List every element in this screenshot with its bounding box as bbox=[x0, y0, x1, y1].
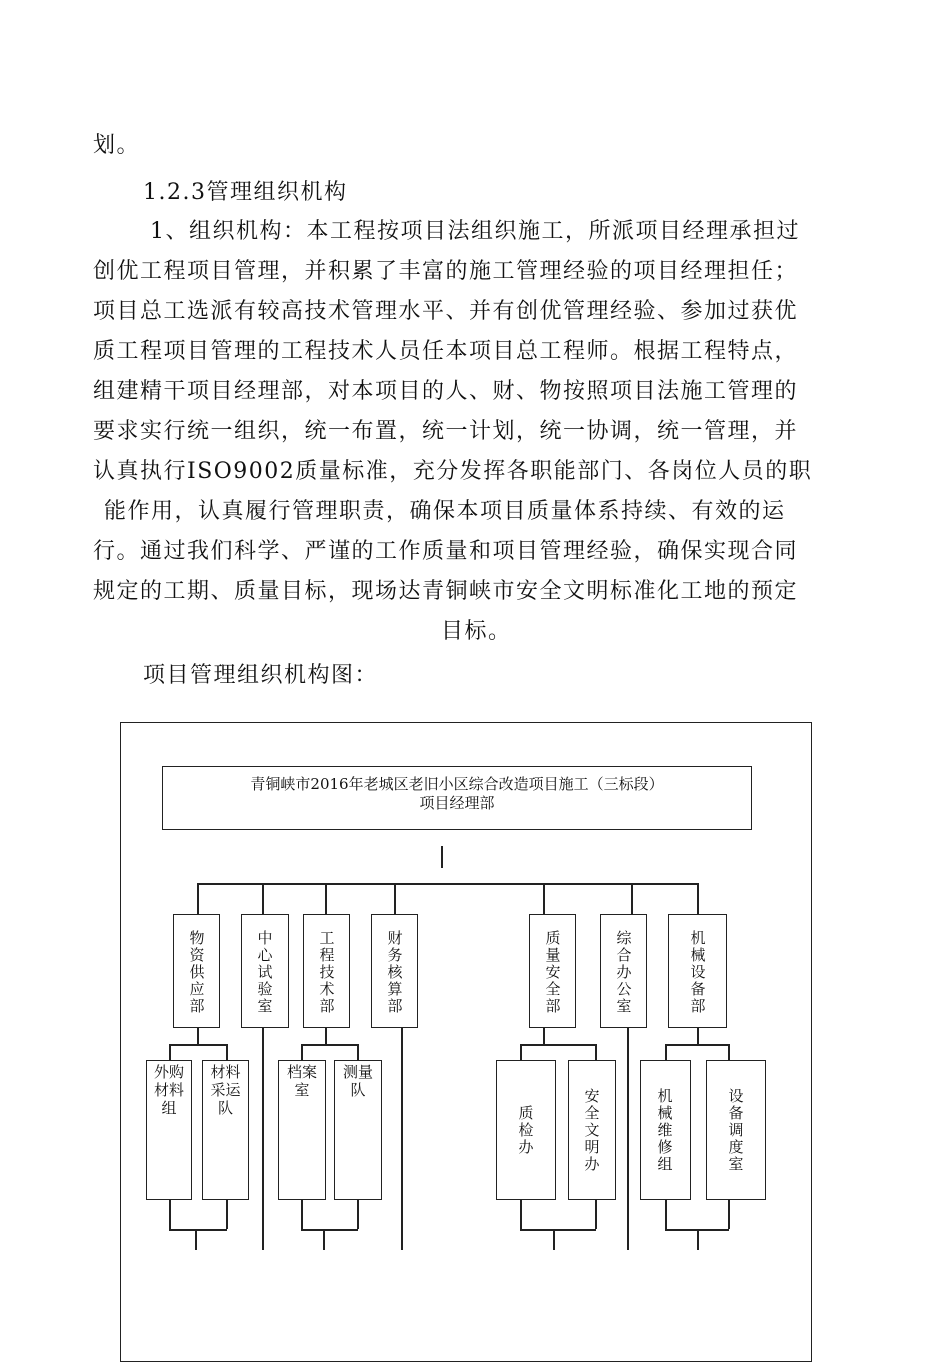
dept-label-test-lab: 中心试验室 bbox=[257, 929, 273, 1015]
sub-label-purchase-group: 外购材料组 bbox=[153, 1063, 184, 1117]
dept-label-finance: 财务核算部 bbox=[387, 929, 403, 1015]
para-line-7: 认真执行ISO9002质量标准，充分发挥各职能部门、各岗位人员的职 bbox=[93, 459, 813, 484]
para-line-4: 质工程项目管理的工程技术人员任本项目总工程师。根据工程特点， bbox=[93, 339, 799, 364]
para-line-1: 1、组织机构：本工程按项目法组织施工，所派项目经理承担过 bbox=[150, 219, 800, 244]
org-top-title: 青铜峡市2016年老城区老旧小区综合改造项目施工（三标段） bbox=[250, 775, 664, 793]
sub-label-dispatch-room: 设备调度室 bbox=[728, 1087, 744, 1173]
para-line-9: 行。通过我们科学、严谨的工作质量和项目管理经验，确保实现合同 bbox=[93, 539, 799, 564]
sub-label-archive-room: 档案室 bbox=[286, 1063, 317, 1099]
para-line-6: 要求实行统一组织，统一布置，统一计划，统一协调，统一管理，并 bbox=[93, 419, 799, 444]
sub-label-transport-team: 材料采运队 bbox=[210, 1063, 241, 1117]
chart-caption: 项目管理组织机构图： bbox=[143, 663, 379, 688]
dept-label-machinery: 机械设备部 bbox=[690, 929, 706, 1015]
dept-label-engineering: 工程技术部 bbox=[319, 929, 335, 1015]
para-line-10: 规定的工期、质量目标，现场达青铜峡市安全文明标准化工地的预定 bbox=[93, 579, 799, 604]
para-line-2: 创优工程项目管理，并积累了丰富的施工管理经验的项目经理担任； bbox=[93, 259, 799, 284]
dept-label-quality-safety: 质量安全部 bbox=[545, 929, 561, 1015]
para-line-3: 项目总工选派有较高技术管理水平、并有创优管理经验、参加过获优 bbox=[93, 299, 799, 324]
sub-label-safety-office: 安全文明办 bbox=[584, 1087, 600, 1173]
sub-label-repair-group: 机械维修组 bbox=[657, 1087, 673, 1173]
dept-label-general-office: 综合办公室 bbox=[616, 929, 632, 1015]
para-line-5: 组建精干项目经理部，对本项目的人、财、物按照项目法施工管理的 bbox=[93, 379, 799, 404]
org-top-subtitle: 项目经理部 bbox=[419, 794, 495, 812]
text-line-continuation: 划。 bbox=[93, 133, 141, 158]
para-line-11: 目标。 bbox=[441, 619, 512, 644]
sub-label-qc-office: 质检办 bbox=[518, 1104, 534, 1156]
para-line-8: 能作用，认真履行管理职责，确保本项目质量体系持续、有效的运 bbox=[104, 499, 786, 524]
dept-label-materials-supply: 物资供应部 bbox=[189, 929, 205, 1015]
section-heading: 1.2.3管理组织机构 bbox=[143, 180, 348, 205]
sub-label-survey-team: 测量队 bbox=[342, 1063, 373, 1099]
